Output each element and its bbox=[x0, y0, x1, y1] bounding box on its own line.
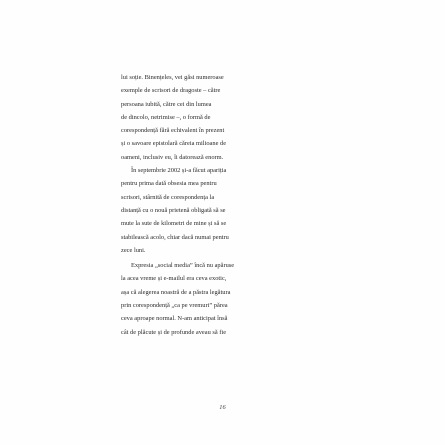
text-line: de dincolo, netrimise –, o formă de bbox=[121, 113, 211, 121]
text-line: zece luni. bbox=[121, 246, 146, 254]
text-line: distanță cu o nouă prietenă obligată să se bbox=[121, 206, 226, 214]
text-line: pentru prima dată obsesia mea pentru bbox=[121, 180, 217, 188]
paragraph-1 bbox=[121, 71, 317, 164]
text-line: și o savoare epistolară căreia milioane de bbox=[121, 140, 227, 148]
text-line: ceva aproape normal. N-am anticipat însă bbox=[121, 315, 228, 323]
text-line: oameni, inclusiv eu, îi datorează enorm. bbox=[121, 153, 224, 161]
page-number: 16 bbox=[219, 404, 226, 411]
text-line: la acea vreme și e-mailul era ceva exotic, bbox=[121, 275, 227, 283]
text-line: scrisori, stârnită de corespondența la bbox=[121, 193, 215, 201]
text-line: lui soție. Binențeles, vei găsi numeroase bbox=[121, 74, 224, 81]
text-line: prin corespondență „ca pe vremuri” părea bbox=[121, 302, 228, 310]
text-line: corespondență fără echivalent în prezent bbox=[121, 127, 225, 135]
paragraph-3 bbox=[121, 259, 317, 339]
text-line: persoana iubită, către cei din lumea bbox=[121, 100, 212, 108]
text-line: În septembrie 2002 și-a făcut apariția bbox=[131, 167, 227, 175]
text-line: stabilească acolo, chiar dacă numai pentru bbox=[121, 233, 229, 241]
text-line: așa că alegerea noastră de a păstra legătura bbox=[121, 288, 231, 296]
text-line: mute la sute de kilometri de mine și să se bbox=[121, 220, 227, 228]
body-text bbox=[121, 71, 317, 339]
text-line: exemple de scrisori de dragoste – către bbox=[121, 87, 221, 95]
text-line: Expresia „social media” încă nu apăruse bbox=[131, 262, 235, 270]
paragraph-2 bbox=[121, 164, 317, 257]
text-line: cât de plăcute și de profunde aveau să fie bbox=[121, 328, 227, 336]
